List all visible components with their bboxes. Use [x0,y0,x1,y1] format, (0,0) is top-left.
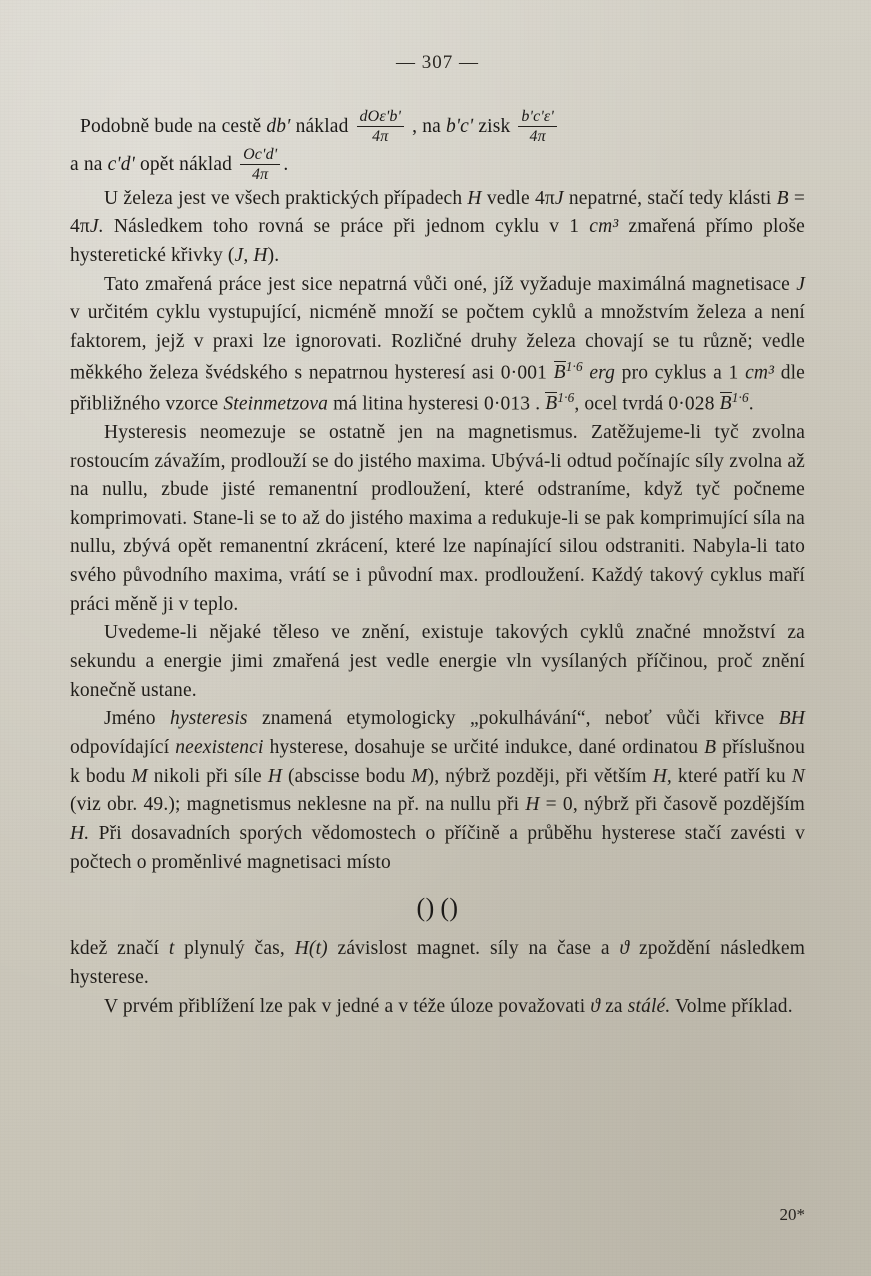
p3-o3: B [719,393,732,415]
page-number-header: — 307 — [396,52,479,73]
p6-i11: H. [70,823,90,845]
p6-i9: N [791,765,805,787]
paren-close-right: ) [449,893,459,923]
paren-open-right: ( [440,893,450,923]
paren-close-left: ) [425,893,435,923]
p6-i2: BH [778,708,805,730]
p3-i4: Steinmetzova [223,393,329,415]
p2-i2: J [554,187,564,209]
p1-text-e: a na [70,154,103,176]
p6-t6: nikoli při síle [153,765,262,787]
fraction-numerator: bʹcʹεʹ [518,108,557,127]
fraction-dOeb-over-4pi [357,108,405,146]
p1-text-a: Podobně bude na cestě [80,116,262,137]
p3-i3: cm³ [745,362,775,384]
p1-text-f: opět náklad [139,154,233,176]
p2-i1: H [467,187,482,209]
p3-n1: 0·001 [500,362,548,384]
p8-i2: stálé. [627,995,671,1017]
paragraph-iron-hysteresis [70,185,805,271]
paren-open-left: ( [416,893,426,923]
p8-t1: V prvém přiblížení lze pak v jedné a v téže úloze považovati [104,995,586,1017]
fraction-bce-over-4pi [518,108,557,146]
p6-t5: příslušnou k bodu [70,737,805,787]
p3-o1: B [553,362,566,384]
p6-t9: které patří ku [677,765,786,787]
p2-t3: nepatrné, stačí tedy klásti [568,187,772,209]
fraction-denominator: 4π [252,166,269,184]
p1-symbol-db: db′ [266,116,291,137]
p3-overline-B-3 [720,392,732,414]
p3-i2: erg [589,362,616,384]
p3-t6: , ocel tvrdá 0·028 [574,393,715,415]
p8-t2: za [605,995,623,1017]
paragraph-steinmetz [70,271,805,419]
p3-o2-exponent: 1·6 [557,389,575,405]
page-content [70,52,805,1021]
p2-i4: J. [89,216,104,238]
p6-i7: M [411,765,428,787]
p6-t4: hysterese, dosahuje se určité indukce, dané ordinatou [269,737,699,759]
p1-symbol-bc: bʹcʹ [445,116,474,137]
p1-symbol-cd: cʹdʹ [107,154,135,176]
p3-t1: Tato zmařená práce jest sice nepatrná vůči oné, jíž vyžaduje maximálná magnetisace [104,273,790,295]
paragraph-approximation [70,993,805,1022]
p6-t1: Jméno [104,708,156,730]
paragraph-sound-cycles: Uvedeme-li nějaké těleso ve znění, existuje takových cyklů značné množství za sekundu a energie jimi zmařená jest vedle energie vln vysílaných příčinou, proč znění konečně ustane. [70,622,805,701]
p3-t5: má litina hysteresi 0·013 . [333,393,541,415]
fraction-denominator: 4π [372,128,389,146]
p3-o1-exponent: 1·6 [565,358,583,374]
p7-i2: H(t) [294,938,328,960]
fraction-Ocd-over-4pi [240,146,280,184]
p2-t4: = 4π [70,187,806,238]
footer-signature-mark: 20* [779,1205,805,1224]
p6-i5: M [131,765,148,787]
paragraph-notation [70,935,805,992]
p6-i8: H, [652,765,672,787]
p8-t3: Volme příklad. [675,995,793,1017]
p2-t2: vedle 4π [486,187,555,209]
p6-t3: odpovídající [70,737,170,759]
p7-t4: zpoždění následkem hysterese. [70,938,806,988]
p6-i4: B [704,737,717,759]
formula-hysteresis-delay [70,893,805,923]
p1-text-c: , na [412,116,441,137]
p3-o3-exponent: 1·6 [731,389,749,405]
paragraph-etymology [70,705,805,877]
p6-t2: znamená etymologicky „pokulhávání“, neboť vůči křivce [261,708,765,730]
p3-t3: pro cyklus a 1 [621,362,739,384]
p7-i1: t [168,938,175,960]
p1-text-g: . [283,154,289,176]
p6-t8: ), nýbrž později, při větším [427,765,647,787]
p7-t1: kdež značí [70,938,160,960]
p7-i3: ϑ [619,938,630,960]
p2-t1: U železa jest ve všech praktických případech [104,187,463,209]
p6-i6: H [267,765,283,787]
p3-t7: . [748,393,754,415]
p1-text-d: zisk [478,116,511,137]
p2-i3: B [776,187,789,209]
p2-i6: J, H [234,244,268,266]
p3-overline-B-1 [554,361,566,383]
p2-t5: Následkem toho rovná se práce při jednom cyklu v 1 [113,216,580,238]
p3-t4: dle přibližného vzorce [70,362,805,415]
p3-overline-B-2 [545,392,557,414]
p2-t6: zmařená přímo ploše hysteretické křivky ( [70,216,805,266]
paragraph-mechanical-hysteresis: Hysteresis neomezuje se ostatně jen na magnetismus. Zatěžujeme-li tyč zvolna rostoucím závažím, prodlouží se do jistého maxima. Ubývá-li odtud počínajíc síly zvolna až na nullu, zbude jisté remanentní prodloužení, které odstraníme, když tyč počneme komprimovati. Stane-li se to až do jistého maxima a redukuje-li se pak komprimující síla na nullu, zbývá opět remanentní zkrácení, které lze napínající silou odstraniti. Nabyla-li tato svého původního maxima, vrátí se i původní max. prodloužení. Každý takový cyklus maří práci měně ji v teplo. [70,421,805,615]
p2-t7: ). [267,244,280,266]
fraction-numerator: dOεʹbʹ [357,108,405,127]
p6-t11: = 0, nýbrž při časově pozdějším [545,794,805,816]
p6-i1: hysteresis [169,708,248,730]
p6-i10: H [525,794,540,816]
p7-t3: závislost magnet. síly na čase a [337,938,610,960]
p3-i1: J [796,273,805,295]
p7-t2: plynulý čas, [184,938,285,960]
p6-i3: neexistenci [175,737,264,759]
fraction-numerator: Ocʹdʹ [240,146,280,165]
p3-o2: B [545,393,558,415]
p2-i5: cm³ [589,216,619,238]
paragraph-fractions [70,108,805,185]
p6-t10: (viz obr. 49.); magnetismus neklesne na př. na nullu při [70,794,520,816]
p6-t12: Při dosavadních sporých vědomostech o příčině a průběhu hysterese stačí zavésti v počtech o proměnlivé magnetisaci místo [70,823,806,873]
fraction-denominator: 4π [529,128,546,146]
p1-text-b: náklad [295,116,349,137]
p6-t7: (abscisse bodu [288,765,406,787]
p8-i1: ϑ [590,995,601,1017]
p3-t2: v určitém cyklu vystupující, nicméně množí se počtem cyklů a množstvím železa a není faktorem, jejž v praxi lze ignorovati. Rozličné druhy železa chovají se tu různě; vedle měkkého železa švédského s nepatrnou hysteresí asi [70,302,805,384]
